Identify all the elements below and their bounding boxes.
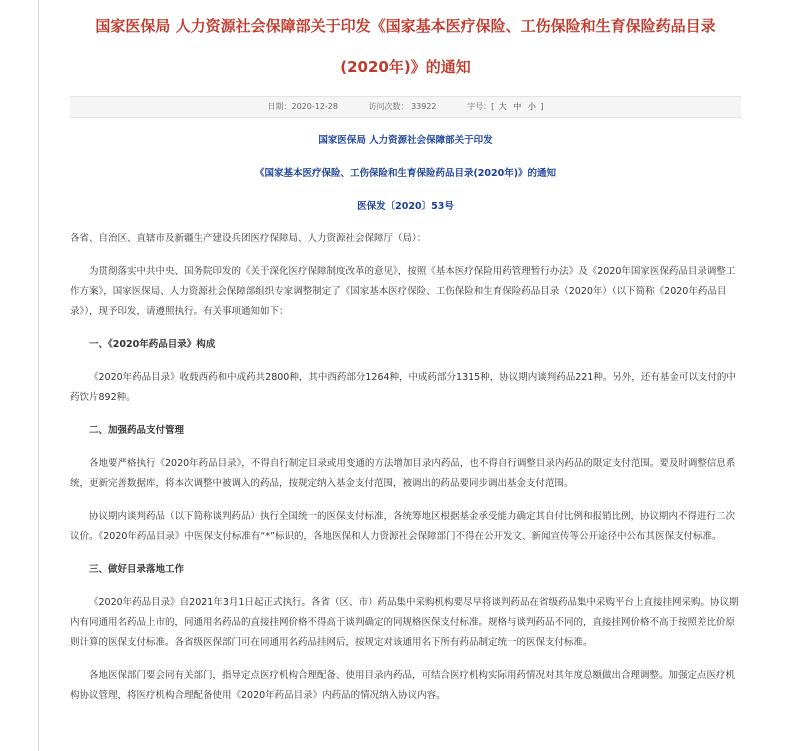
doc-number: 医保发〔2020〕53号 — [357, 201, 454, 212]
section-2-paragraph-2: 协议期内谈判药品（以下简称谈判药品）执行全国统一的医保支付标准，各统筹地区根据基金承受能力确定其自付比例和报销比例，协议期内不得进行二次议价。《2020年药品目录》中医保支付标准有“*”标识的，各地医保和人力资源社会保障部门不得在公开发文、新闻宣传等公开途径中公布其医保支付标准。 — [70, 511, 736, 542]
section-1-heading: 一、《2020年药品目录》构成 — [89, 339, 216, 350]
page-title — [70, 0, 741, 88]
left-border-line — [38, 0, 39, 751]
font-size-close-bracket: ] — [540, 102, 544, 111]
doc-name: 《国家基本医疗保险、工伤保险和生育保险药品目录(2020年)》的通知 — [254, 168, 557, 179]
recipients: 各省、自治区、直辖市及新疆生产建设兵团医疗保障局、人力资源社会保障厅（局）： — [70, 233, 427, 244]
title-line-2: (2020年)》的通知 — [340, 58, 471, 76]
font-small-link[interactable]: 小 — [527, 102, 536, 111]
visit-count: 访问次数： 33922 — [368, 102, 437, 111]
font-medium-link[interactable]: 中 — [513, 102, 522, 111]
font-large-link[interactable]: 大 — [498, 102, 507, 111]
doc-issuer: 国家医保局 人力资源社会保障部关于印发 — [318, 135, 493, 146]
publish-date: 日期：2020-12-28 — [267, 102, 338, 111]
article-meta-bar — [70, 96, 741, 118]
font-size-label: 字号：[ — [467, 102, 495, 111]
font-size-selector — [467, 102, 543, 111]
intro-paragraph: 为贯彻落实中共中央、国务院印发的《关于深化医疗保障制度改革的意见》，按照《基本医疗保险用药管理暂行办法》及《2020年国家医保药品目录调整工作方案》，国家医保局、人力资源社会保障部组织专家调整制定了《国家基本医疗保险、工伤保险和生育保险药品目录（2020年）（以下简称《2020年药品目录》），现予印发，请遵照执行。有关事项通知如下： — [70, 266, 736, 317]
section-2-heading: 二、加强药品支付管理 — [89, 425, 185, 436]
section-3-heading: 三、做好目录落地工作 — [89, 564, 185, 575]
section-3-paragraph-1: 《2020年药品目录》自2021年3月1日起正式执行。各省（区、市）药品集中采购机构要尽早将谈判药品在省级药品集中采购平台上直接挂网采购。协议期内有同通用名药品上市的，同通用名药品的直接挂网价格不得高于谈判确定的同规格医保支付标准。规格与谈判药品不同的，直接挂网价格不高于按照差比价原则计算的医保支付标准。各省级医保部门可在同通用名药品挂网后，按规定对该通用名下所有药品制定统一的医保支付标准。 — [70, 597, 739, 648]
title-line-1: 国家医保局 人力资源社会保障部关于印发《国家基本医疗保险、工伤保险和生育保险药品目录 — [95, 17, 716, 35]
article — [70, 0, 741, 719]
section-3-paragraph-2: 各地医保部门要会同有关部门，指导定点医疗机构合理配备、使用目录内药品，可结合医疗机构实际用药情况对其年度总额做出合理调整。加强定点医疗机构协议管理，将医疗机构合理配备使用《2020年药品目录》内药品的情况纳入协议内容。 — [70, 670, 736, 701]
section-1-paragraph: 《2020年药品目录》收载西药和中成药共2800种，其中西药部分1264种，中成药部分1315种，协议期内谈判药品221种。另外，还有基金可以支付的中药饮片892种。 — [70, 372, 736, 403]
section-2-paragraph-1: 各地要严格执行《2020年药品目录》，不得自行制定目录或用变通的方法增加目录内药品，也不得自行调整目录内药品的限定支付范围。要及时调整信息系统，更新完善数据库，将本次调整中被调入的药品，按规定纳入基金支付范围，被调出的药品要同步调出基金支付范围。 — [70, 458, 736, 489]
